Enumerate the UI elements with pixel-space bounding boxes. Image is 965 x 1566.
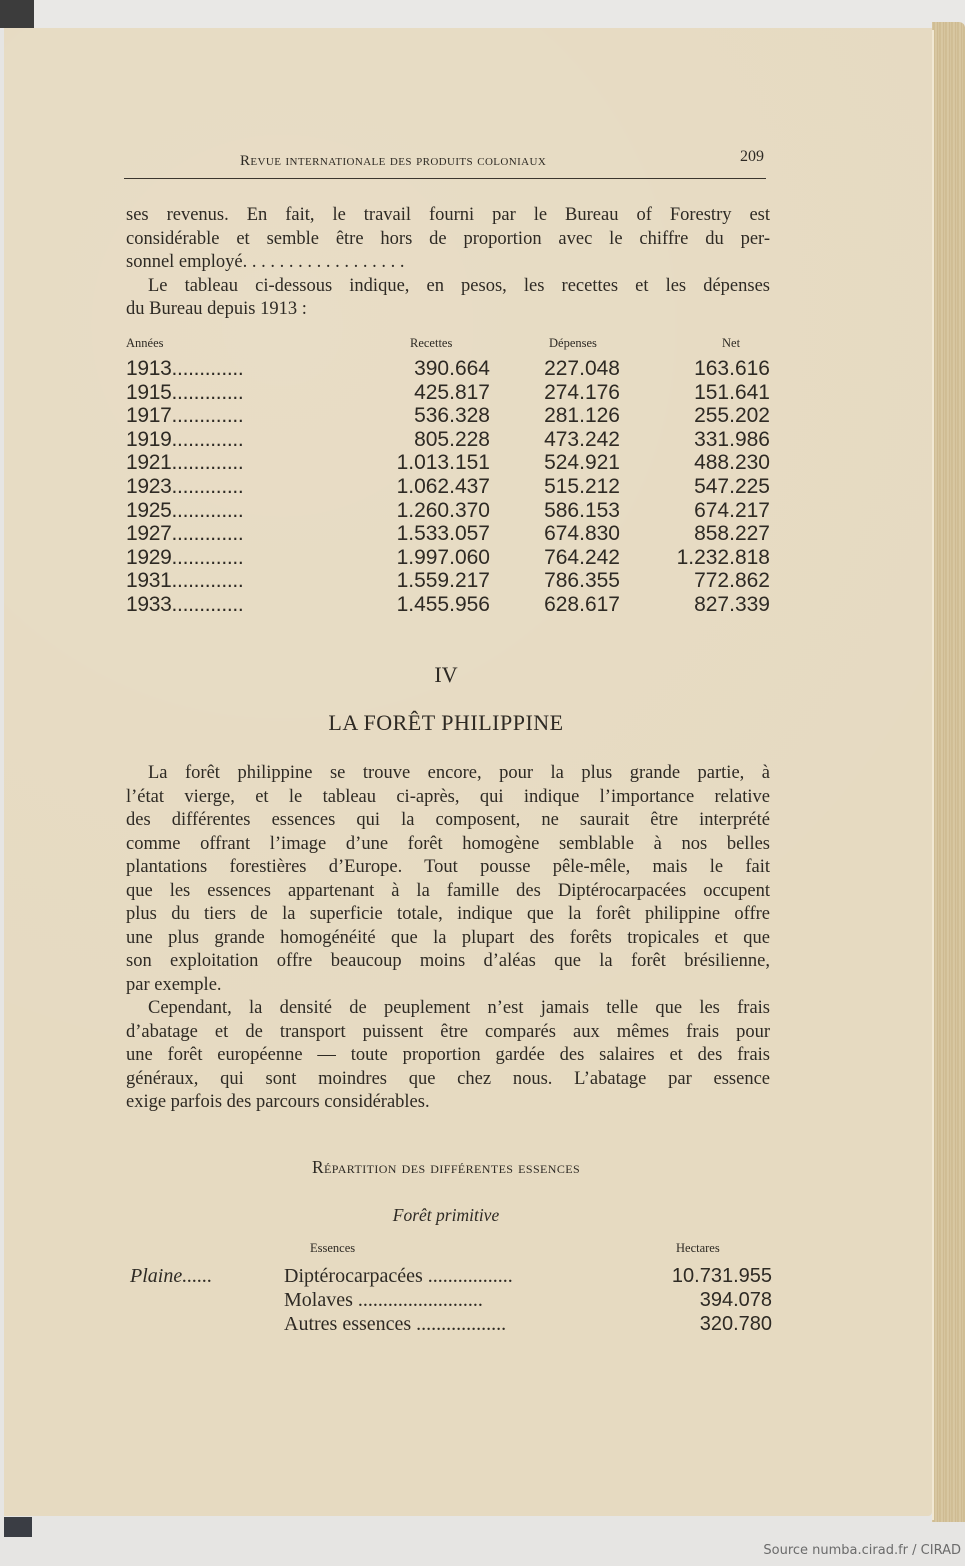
- year-cell: 1919.............: [126, 427, 244, 451]
- expenses-cell: 628.617: [544, 592, 620, 616]
- species-cell: Autres essences ..................: [284, 1313, 507, 1335]
- table-row: [126, 522, 772, 546]
- text-line: que les essences appartenant à la famille des Diptérocarpacées occupent: [126, 880, 770, 901]
- receipts-cell: 1.997.060: [396, 545, 490, 569]
- year-cell: 1933.............: [126, 592, 244, 616]
- receipts-cell: 1.013.151: [396, 451, 490, 475]
- page-number: 209: [740, 148, 764, 165]
- species-row: [130, 1289, 772, 1313]
- journal-title: Revue internationale des produits coloniaux: [240, 153, 547, 169]
- text-line: Le tableau ci-dessous indique, en pesos, les recettes et les dépenses: [148, 275, 770, 296]
- table-row: [126, 451, 772, 475]
- text-line: son exploitation offre beaucoup moins d’aléas que la forêt brésilienne,: [126, 951, 770, 971]
- text-line: une forêt européenne — toute proportion gardée des salaires et des frais: [126, 1045, 770, 1065]
- col-header-net: Net: [722, 336, 741, 350]
- year-cell: 1929.............: [126, 545, 244, 569]
- hectares-cell: 10.731.955: [671, 1265, 772, 1287]
- year-cell: 1925.............: [126, 498, 244, 522]
- net-cell: 488.230: [694, 451, 770, 475]
- table-row: [126, 404, 772, 428]
- year-cell: 1931.............: [126, 569, 244, 593]
- species-row: [130, 1265, 772, 1289]
- year-cell: 1915.............: [126, 380, 244, 404]
- net-cell: 151.641: [694, 380, 770, 404]
- finance-table: [126, 357, 772, 617]
- net-cell: 163.616: [694, 357, 770, 380]
- text-line: Cependant, la densité de peuplement n’est jamais telle que les frais: [148, 998, 770, 1018]
- expenses-cell: 586.153: [544, 498, 620, 522]
- table-row: [126, 357, 772, 381]
- text-line: exige parfois des parcours considérables.: [126, 1092, 430, 1112]
- receipts-cell: 1.455.956: [396, 592, 490, 616]
- text-line: des différentes essences qui la composent, ne saurait être interprété: [126, 810, 770, 830]
- species-cell: Diptérocarpacées .................: [284, 1265, 513, 1287]
- text-line: comme offrant l’image d’une forêt homogène semblable à nos belles: [126, 833, 770, 854]
- species-table-title: Répartition des différentes essences: [311, 1157, 581, 1177]
- species-cell: Molaves .........................: [284, 1289, 483, 1311]
- net-cell: 858.227: [694, 522, 770, 546]
- source-credit: Source numba.cirad.fr / CIRAD: [763, 1543, 961, 1558]
- col-header-years: Années: [126, 336, 164, 350]
- hectares-cell: 320.780: [699, 1313, 772, 1335]
- text-line: ses revenus. En fait, le travail fourni par le Bureau of Forestry est: [126, 205, 770, 225]
- expenses-cell: 227.048: [544, 357, 620, 380]
- region-cell: Plaine......: [130, 1265, 213, 1287]
- year-cell: 1917.............: [126, 404, 244, 428]
- receipts-cell: 1.260.370: [396, 498, 490, 522]
- col-header-hectares: Hectares: [676, 1241, 720, 1255]
- text-line: du Bureau depuis 1913 :: [126, 299, 307, 319]
- text-line: sonnel employé. . . . . . . . . . . . . . . . . .: [126, 252, 405, 272]
- expenses-cell: 764.242: [544, 545, 620, 569]
- scan-background: [0, 0, 965, 30]
- receipts-cell: 1.062.437: [396, 474, 490, 498]
- table-row: [126, 428, 772, 452]
- text-line: plus du tiers de la superficie totale, indique que la forêt philippine offre: [126, 904, 770, 924]
- text-line: considérable et semble être hors de proportion avec le chiffre du per-: [126, 228, 770, 249]
- receipts-cell: 536.328: [414, 404, 490, 428]
- text-line: par exemple.: [126, 974, 222, 995]
- year-cell: 1921.............: [126, 451, 244, 475]
- year-cell: 1913.............: [126, 357, 244, 380]
- table-row: [126, 569, 772, 593]
- col-header-species: Essences: [310, 1241, 356, 1255]
- hectares-cell: 394.078: [699, 1289, 772, 1311]
- expenses-cell: 786.355: [544, 569, 620, 593]
- net-cell: 255.202: [694, 404, 770, 428]
- col-header-receipts: Recettes: [410, 336, 453, 350]
- table-row: [126, 381, 772, 405]
- section-number: IV: [434, 662, 458, 687]
- book-clip-bottom: [4, 1517, 32, 1537]
- receipts-cell: 390.664: [414, 357, 490, 380]
- net-cell: 772.862: [694, 569, 770, 593]
- text-line: généraux, qui sont moindres que chez nous. L’abatage par essence: [126, 1068, 770, 1089]
- text-line: plantations forestières d’Europe. Tout pousse pêle-mêle, mais le fait: [126, 857, 770, 877]
- expenses-cell: 274.176: [544, 380, 620, 404]
- table-row: [126, 546, 772, 570]
- text-line: La forêt philippine se trouve encore, pour la plus grande partie, à: [148, 763, 770, 783]
- intro-paragraph: [126, 204, 770, 322]
- book-clip: [0, 0, 34, 28]
- year-cell: 1927.............: [126, 522, 244, 546]
- section-title: LA FORÊT PHILIPPINE: [328, 710, 564, 735]
- receipts-cell: 1.533.057: [396, 522, 490, 546]
- receipts-cell: 425.817: [414, 380, 490, 404]
- species-row: [130, 1313, 772, 1337]
- net-cell: 547.225: [694, 474, 770, 498]
- species-table-subtitle: Forêt primitive: [392, 1205, 500, 1225]
- page-edges: [932, 22, 965, 1522]
- net-cell: 1.232.818: [676, 545, 770, 569]
- expenses-cell: 281.126: [544, 404, 620, 428]
- table-row: [126, 593, 772, 617]
- receipts-cell: 805.228: [414, 427, 490, 451]
- table-row: [126, 499, 772, 523]
- expenses-cell: 524.921: [544, 451, 620, 475]
- body-paragraph-1: [126, 762, 770, 997]
- expenses-cell: 674.830: [544, 522, 620, 546]
- col-header-expenses: Dépenses: [549, 336, 597, 350]
- receipts-cell: 1.559.217: [396, 569, 490, 593]
- net-cell: 331.986: [694, 427, 770, 451]
- running-header: [124, 148, 766, 179]
- text-line: une plus grande homogénéité que la plupart des forêts tropicales et que: [126, 927, 770, 948]
- expenses-cell: 515.212: [544, 474, 620, 498]
- text-line: d’abatage et de transport puissent être comparés aux mêmes frais pour: [126, 1021, 770, 1042]
- net-cell: 827.339: [694, 592, 770, 616]
- body-paragraph-2: [126, 997, 770, 1115]
- text-line: l’état vierge, et le tableau ci-après, qui indique l’importance relative: [126, 786, 770, 807]
- year-cell: 1923.............: [126, 474, 244, 498]
- table-row: [126, 475, 772, 499]
- expenses-cell: 473.242: [544, 427, 620, 451]
- net-cell: 674.217: [694, 498, 770, 522]
